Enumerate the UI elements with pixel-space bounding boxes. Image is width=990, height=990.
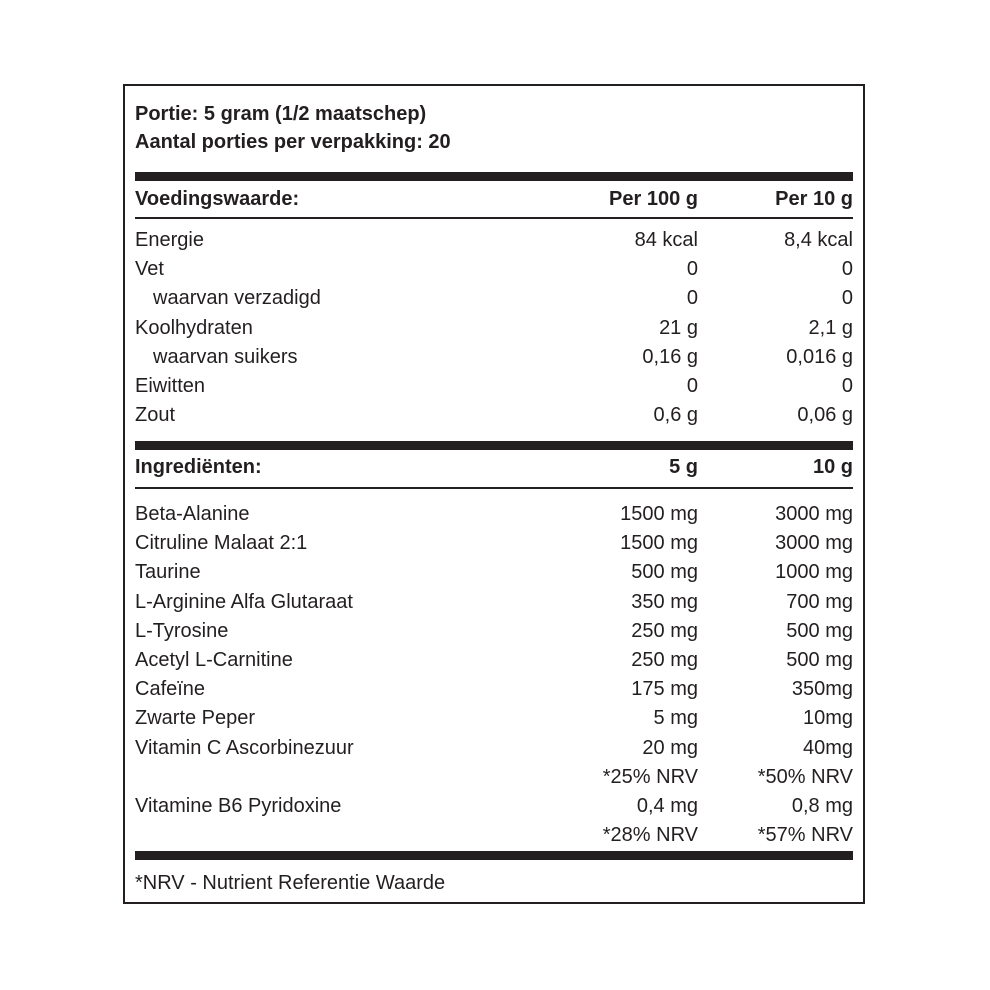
nutrient-value-per-100g: 0 [686,287,698,310]
divider-thick [135,851,853,860]
nutrition-row [135,343,853,372]
ingredients-header-label: Ingrediënten: [135,456,262,478]
ingredient-name: Vitamin C Ascorbinezuur [135,736,354,759]
ingredient-row [135,588,853,617]
nutrition-header-col2: Per 10 g [775,188,853,210]
ingredient-amount-5g: 1500 mg [620,503,698,525]
ingredients-header-col1: 5 g [669,456,698,478]
nutrient-value-per-10g: 0 [841,258,853,281]
nutrient-value-per-10g: 0,016 g [786,345,853,368]
nutrient-value-per-100g: 0,6 g [653,404,698,427]
ingredient-name: Beta-Alanine [135,503,250,525]
nutrition-header-label: Voedingswaarde: [135,188,300,210]
ingredient-nrv-row [135,763,853,792]
nutrition-header [135,184,853,214]
ingredient-row [135,500,853,529]
nutrition-row [135,372,853,401]
nutrient-value-per-10g: 0 [841,287,853,310]
nutrition-header-col1: Per 100 g [609,188,698,210]
nutrient-name: Energie [135,229,204,251]
ingredient-rows [135,500,853,850]
ingredient-amount-10g: 40mg [802,736,853,759]
ingredient-name: Taurine [135,561,201,584]
ingredient-amount-5g: 1500 mg [620,532,698,555]
ingredient-amount-5g: 0,4 mg [636,794,698,817]
ingredients-header-col2: 10 g [812,456,853,478]
nutrient-name: Eiwitten [135,374,206,397]
ingredient-name: L-Arginine Alfa Glutaraat [135,590,353,613]
divider-thick [135,172,853,181]
ingredient-row [135,734,853,763]
serving-size: Portie: 5 gram (1/2 maatschep) [135,103,427,125]
nutrient-name: Vet [135,258,164,281]
divider-thick [135,441,853,450]
nutrient-value-per-100g: 84 kcal [634,229,698,251]
ingredient-amount-10g: 3000 mg [775,532,853,555]
ingredient-amount-10g: 350mg [791,678,853,701]
nrv-percent-10g: *57% NRV [757,824,853,847]
ingredient-name: Vitamine B6 Pyridoxine [135,794,342,817]
nrv-percent-5g: *28% NRV [602,824,698,847]
nutrient-value-per-100g: 0,16 g [642,345,698,368]
nutrition-row [135,314,853,343]
ingredient-amount-10g: 1000 mg [775,561,853,584]
ingredients-header [135,452,853,482]
nutrition-row [135,284,853,313]
nutrition-label-panel [123,84,865,904]
nutrient-value-per-10g: 2,1 g [808,316,853,339]
nutrient-value-per-10g: 0,06 g [797,404,853,427]
nutrition-row [135,226,853,255]
nutrient-value-per-10g: 8,4 kcal [784,229,853,251]
ingredient-amount-10g: 3000 mg [775,503,853,525]
divider-thin [135,217,853,219]
ingredient-name: Cafeïne [135,678,206,701]
nutrient-value-per-100g: 0 [686,374,698,397]
ingredient-nrv-row [135,821,853,850]
ingredient-amount-5g: 350 mg [631,590,698,613]
ingredient-amount-10g: 10mg [802,707,853,730]
ingredient-row [135,675,853,704]
nutrition-row [135,255,853,284]
ingredient-amount-5g: 500 mg [631,561,698,584]
ingredient-amount-10g: 700 mg [786,590,853,613]
ingredient-amount-5g: 250 mg [631,619,698,642]
ingredient-row [135,646,853,675]
ingredient-amount-5g: 250 mg [631,648,698,671]
ingredient-amount-5g: 175 mg [631,678,698,701]
ingredient-name: Acetyl L-Carnitine [135,648,293,671]
ingredient-amount-10g: 500 mg [786,619,853,642]
ingredient-amount-10g: 500 mg [786,648,853,671]
ingredient-amount-10g: 0,8 mg [791,794,853,817]
nutrient-value-per-100g: 0 [686,258,698,281]
nrv-percent-5g: *25% NRV [602,765,698,788]
ingredient-amount-5g: 5 mg [653,707,698,730]
nutrition-row [135,401,853,430]
nutrient-value-per-100g: 21 g [659,316,698,339]
ingredient-row [135,558,853,587]
nutrient-name: Koolhydraten [135,316,253,339]
ingredient-name: L-Tyrosine [135,619,229,642]
divider-thin [135,487,853,489]
nutrient-name: waarvan suikers [153,345,298,368]
nutrient-name: Zout [135,404,176,427]
ingredient-row [135,617,853,646]
nutrient-value-per-10g: 0 [841,374,853,397]
ingredient-row [135,792,853,821]
ingredient-row [135,704,853,733]
nrv-percent-10g: *50% NRV [757,765,853,788]
ingredient-name: Citruline Malaat 2:1 [135,532,308,555]
ingredient-row [135,529,853,558]
nutrient-name: waarvan verzadigd [153,287,321,310]
footnote: *NRV - Nutrient Referentie Waarde [135,872,446,894]
servings-per-package: Aantal porties per verpakking: 20 [135,131,451,153]
serving-info [135,100,451,156]
ingredient-name: Zwarte Peper [135,707,256,730]
ingredient-amount-5g: 20 mg [642,736,698,759]
nutrition-rows [135,226,853,430]
